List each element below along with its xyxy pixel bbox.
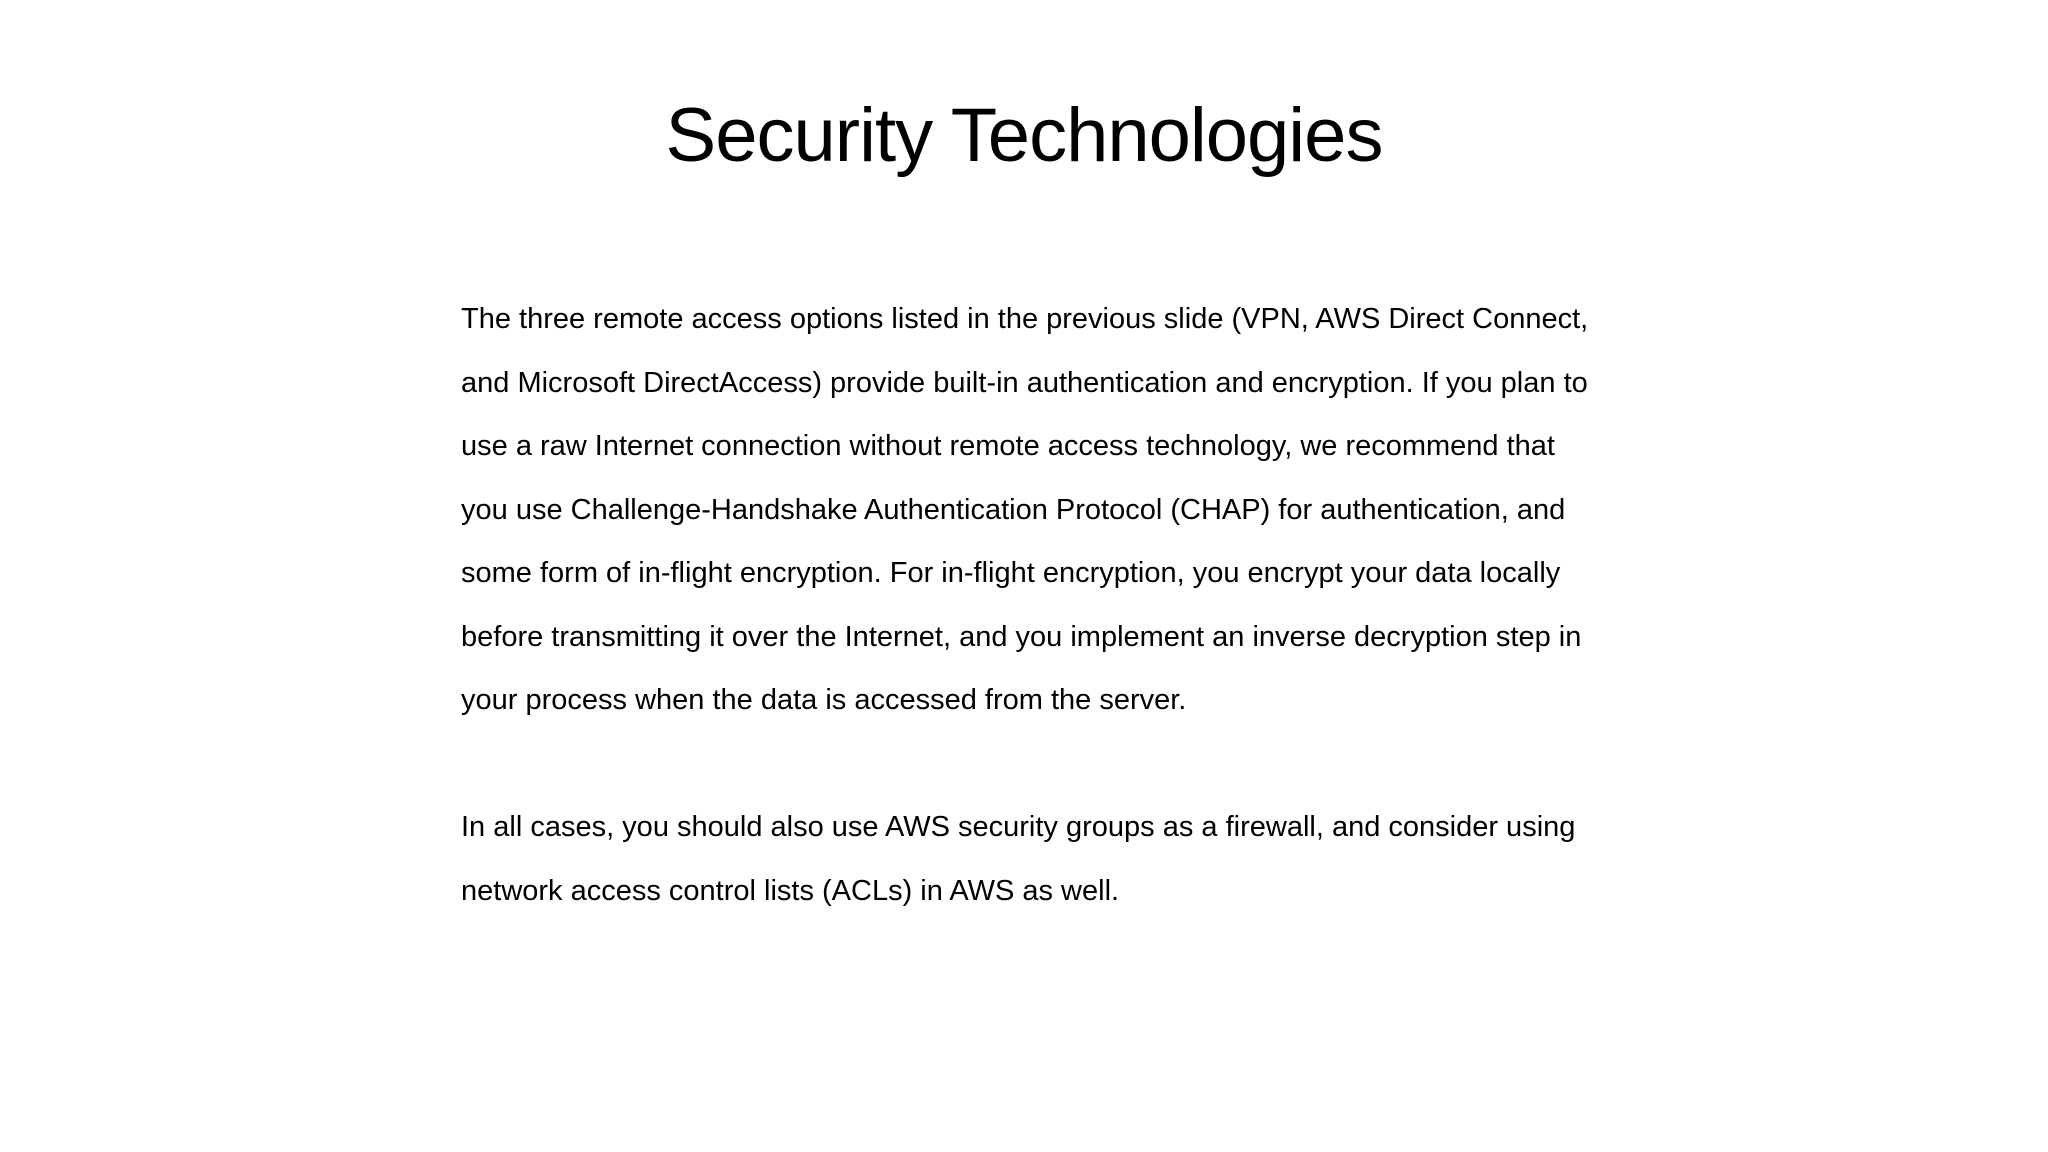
slide-body xyxy=(461,288,1601,923)
body-paragraph-2: In all cases, you should also use AWS security groups as a firewall, and consider using network access control lists (ACLs) in AWS as well. xyxy=(461,811,1576,907)
body-paragraph-1: The three remote access options listed in the previous slide (VPN, AWS Direct Connect, and Microsoft DirectAccess) provide built-in authentication and encryption. If you plan to use a raw Internet connection without remote access technology, we recommend that you use Challenge-Handshake Authentication Protocol (CHAP) for authentication, and some form of in-flight encryption. For in-flight encryption, you encrypt your data locally before transmitting it over the Internet, and you implement an inverse decryption step in your process when the data is accessed from the server. xyxy=(461,303,1589,716)
slide-title: Security Technologies xyxy=(665,93,1383,178)
